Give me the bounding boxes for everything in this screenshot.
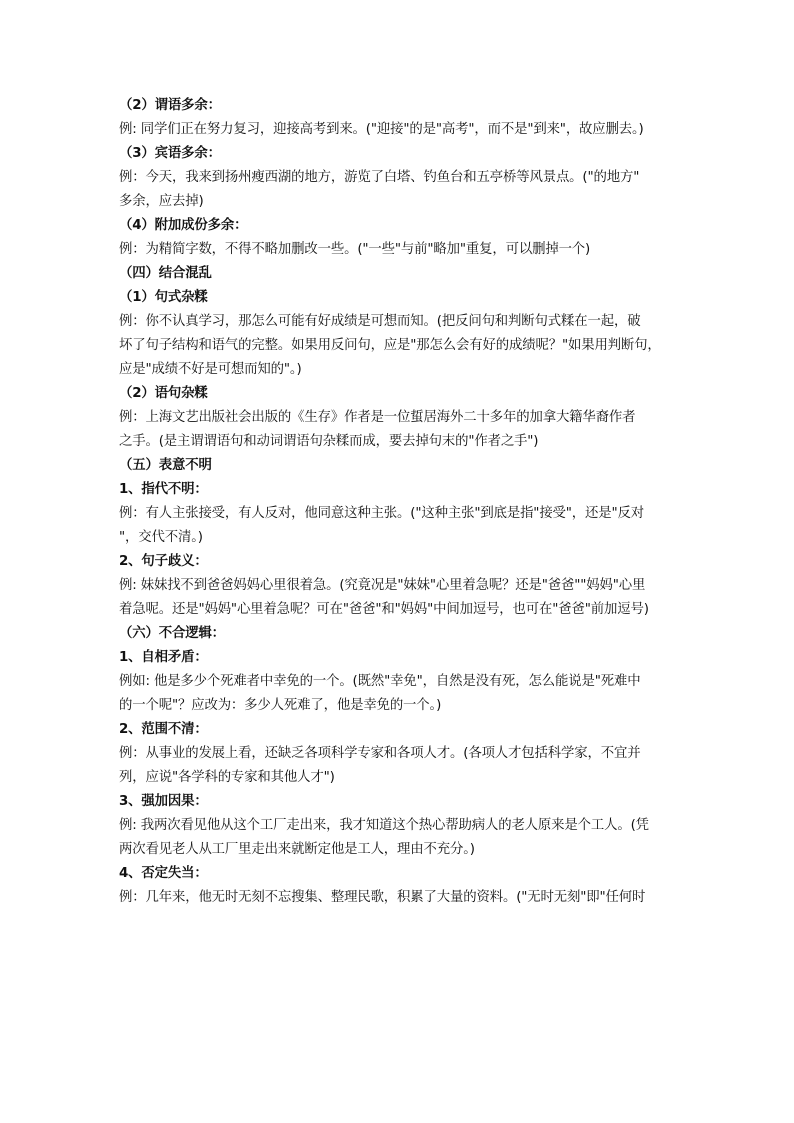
paragraph-line: 例: 妹妹找不到爸爸妈妈心里很着急。(究竟况是"妹妹"心里着急呢？还是"爸爸""妈妈"心里	[119, 578, 646, 593]
section-heading: （五）表意不明	[119, 458, 212, 473]
section-heading: （1）句式杂糅	[119, 290, 208, 305]
section-heading: （4）附加成份多余：	[119, 218, 248, 233]
section-heading: 2、范围不清：	[119, 722, 208, 737]
paragraph-line: 例：上海文艺出版社会出版的《生存》作者是一位蜇居海外二十多年的加拿大籍华裔作者	[119, 410, 636, 425]
paragraph-line: 例：从事业的发展上看，还缺乏各项科学专家和各项人才。(各项人才包括科学家，不宜并	[119, 746, 641, 761]
section-heading: （3）宾语多余：	[119, 146, 221, 161]
paragraph-line: 例：你不认真学习，那怎么可能有好成绩是可想而知。(把反问句和判断句式糅在一起，破	[119, 314, 641, 329]
paragraph-line: 例如: 他是多少个死难者中幸免的一个。(既然"幸免"，自然是没有死，怎么能说是"死难中	[119, 674, 641, 689]
section-heading: 1、指代不明：	[119, 482, 208, 497]
paragraph-line: "，交代不清。)	[119, 530, 203, 545]
section-heading: 2、句子歧义：	[119, 554, 208, 569]
document-body	[119, 94, 684, 910]
paragraph-line: 着急呢。还是"妈妈"心里着急呢？可在"爸爸"和"妈妈"中间加逗号，也可在"爸爸"前加逗号)	[119, 602, 649, 617]
section-heading: （四）结合混乱	[119, 266, 212, 281]
paragraph-line: 坏了句子结构和语气的完整。如果用反问句，应是"那怎么会有好的成绩呢？"如果用判断句，	[119, 338, 661, 353]
paragraph-line: 例: 我两次看见他从这个工厂走出来，我才知道这个热心帮助病人的老人原来是个工人。(凭	[119, 818, 649, 833]
paragraph-line: 列，应说"各学科的专家和其他人才")	[119, 770, 335, 785]
section-heading: 1、自相矛盾：	[119, 650, 208, 665]
paragraph-line: 例：几年来，他无时无刻不忘搜集、整理民歌，积累了大量的资料。("无时无刻"即"任何时	[119, 890, 646, 905]
paragraph-line: 应是"成绩不好是可想而知的"。)	[119, 362, 302, 377]
section-heading: 3、强加因果：	[119, 794, 208, 809]
paragraph-line: 例: 同学们正在努力复习，迎接高考到来。("迎接"的是"高考"，而不是"到来"，故应删去。)	[119, 122, 644, 137]
section-heading: （2）语句杂糅	[119, 386, 208, 401]
section-heading: 4、否定失当：	[119, 866, 208, 881]
paragraph-line: 的一个呢"？应改为：多少人死难了，他是幸免的一个。)	[119, 698, 442, 713]
paragraph-line: 例：有人主张接受，有人反对，他同意这种主张。("这种主张"到底是指"接受"，还是"反对	[119, 506, 645, 521]
paragraph-line: 例：为精简字数，不得不略加删改一些。("一些"与前"略加"重复，可以删掉一个)	[119, 242, 591, 257]
section-heading: （六）不合逻辑：	[119, 626, 225, 641]
paragraph-line: 例：今天，我来到扬州瘦西湖的地方，游览了白塔、钓鱼台和五亭桥等风景点。("的地方"	[119, 170, 640, 185]
paragraph-line: 两次看见老人从工厂里走出来就断定他是工人，理由不充分。)	[119, 842, 475, 857]
paragraph-line: 之手。(是主谓谓语句和动词谓语句杂糅而成，要去掉句末的"作者之手")	[119, 434, 539, 449]
paragraph-line: 多余，应去掉)	[119, 194, 204, 209]
section-heading: （2）谓语多余：	[119, 98, 221, 113]
